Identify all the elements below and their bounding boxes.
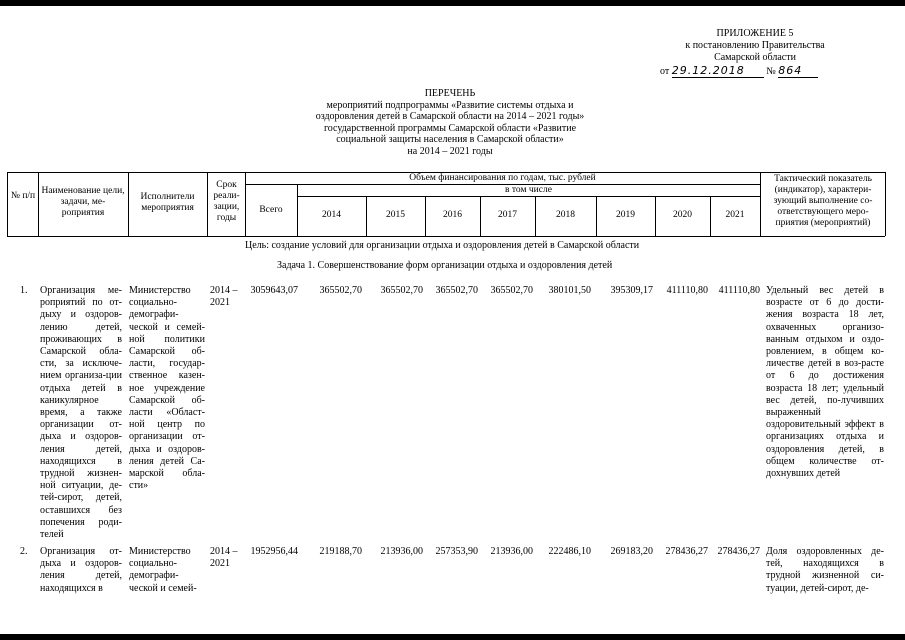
row-value-2020: 278436,27	[665, 546, 708, 557]
row-term: 2014 – 2021	[210, 546, 238, 570]
title-line-1: мероприятий подпрограммы «Развитие системы отдыха и	[326, 99, 574, 111]
appendix-line-2: к постановлению Правительства	[685, 40, 825, 51]
document-title	[280, 88, 620, 157]
appendix-block	[640, 28, 870, 64]
row-value-2015: 213936,00	[380, 546, 423, 557]
row-value-2017: 365502,70	[490, 285, 533, 296]
number-label: №	[766, 66, 776, 77]
row-value-2018: 380101,50	[548, 285, 591, 296]
header-year-2020: 2020	[673, 210, 692, 220]
header-name: Наименование цели, задачи, ме-роприятия	[41, 186, 125, 218]
appendix-line-3: Самарской области	[714, 52, 796, 63]
row-indicator: Доля оздоровленных де-тей, находящихся в трудной жизненной си-туации, детей-сирот, де-	[766, 546, 884, 594]
header-year-2015: 2015	[386, 210, 405, 220]
handwritten-date: 29.12.2018	[672, 64, 764, 78]
scan-edge-bottom	[0, 634, 905, 640]
title-line-5: на 2014 – 2021 годы	[407, 145, 493, 157]
header-year-2019: 2019	[616, 210, 635, 220]
row-number: 1.	[20, 285, 28, 296]
row-value-2019: 269183,20	[610, 546, 653, 557]
appendix-label: ПРИЛОЖЕНИЕ 5	[716, 28, 794, 39]
header-year-2018: 2018	[556, 210, 575, 220]
header-total: Всего	[259, 205, 283, 215]
row-value-2021: 411110,80	[718, 285, 760, 296]
row-executor: Министерство социально-демографи-ческой и семей-	[129, 546, 197, 594]
row-total: 1952956,44	[250, 546, 298, 557]
header-executors: Исполнители мероприятия	[140, 192, 195, 213]
row-value-2016: 257353,90	[435, 546, 478, 557]
title-line-4: социальной защиты населения в Самарской области»	[336, 134, 564, 145]
row-value-2015: 365502,70	[380, 285, 423, 296]
header-year-2014: 2014	[322, 210, 341, 220]
title-line-3: государственной программы Самарской области «Развитие	[323, 122, 577, 134]
header-num: № п/п	[10, 191, 36, 201]
header-including: в том числе	[505, 185, 552, 195]
row-term: 2014 – 2021	[210, 285, 238, 309]
row-number: 2.	[20, 546, 28, 557]
appendix-date-row	[660, 64, 818, 78]
row-value-2019: 395309,17	[610, 285, 653, 296]
row-total: 3059643,07	[250, 285, 298, 296]
task-text: Задача 1. Совершенствование форм организации отдыха и оздоровления детей	[277, 260, 613, 271]
row-value-2017: 213936,00	[490, 546, 533, 557]
row-value-2016: 365502,70	[435, 285, 478, 296]
header-year-2021: 2021	[725, 210, 745, 220]
header-indicator: Тактический показатель (индикатор), характери-зующий выполнение со-ответствующего меро-приятия (мероприятий)	[773, 174, 873, 228]
header-year-2016: 2016	[443, 210, 462, 220]
header-year-2017: 2017	[498, 210, 517, 220]
row-executor: Министерство социально-демографи-ческой и семей-ной политики Самарской об-ласти, государ-ственное казен-ное учреждение Самарской об-ласти «Област-ной центр по организации от-дыха и оздоров-ления детей Са-марской обла-сти»	[129, 285, 205, 492]
scan-edge-top	[0, 0, 905, 6]
row-value-2014: 219188,70	[319, 546, 362, 557]
row-value-2020: 411110,80	[666, 285, 708, 296]
row-indicator: Удельный вес детей в возрасте от 6 до дости-жения возраста 18 лет, охваченных организо-ванным отдыхом и оздо-ровлением, в общем ко-личестве детей в воз-расте от 6 до достижения возраста 18 лет; удельный вес детей, по-лучивших выраженный оздоровительный эффект в организациях отдыха и оздоровления детей, в общем количестве от-дохнувших детей	[766, 285, 884, 480]
row-value-2018: 222486,10	[548, 546, 591, 557]
title-line-2: оздоровления детей в Самарской области на 2014 – 2021 годы»	[315, 111, 585, 122]
row-value-2014: 365502,70	[319, 285, 362, 296]
header-term: Срок реали-зации, годы	[213, 180, 240, 223]
row-value-2021: 278436,27	[717, 546, 760, 557]
row-name: Организация ме-роприятий по от-дыху и оздоров-лению детей, проживающих в Самарской обла-сти, за исключе-нием организа-ции отдыха детей в каникулярное время, а также организации от-дыха и оздоров-ления детей, находящихся в трудной жизнен-ной ситуации, де-тей-сирот, детей, оставшихся без попечения роди-телей	[40, 285, 122, 541]
title-heading: ПЕРЕЧЕНЬ	[424, 88, 476, 99]
goal-text: Цель: создание условий для организации отдыха и оздоровления детей в Самарской области	[245, 240, 640, 251]
from-label: от	[660, 66, 670, 77]
header-funding: Объем финансирования по годам, тыс. рублей	[409, 173, 596, 183]
row-name: Организация от-дыха и оздоров-ления детей, находящихся в	[40, 546, 122, 594]
handwritten-number: 864	[778, 64, 818, 78]
